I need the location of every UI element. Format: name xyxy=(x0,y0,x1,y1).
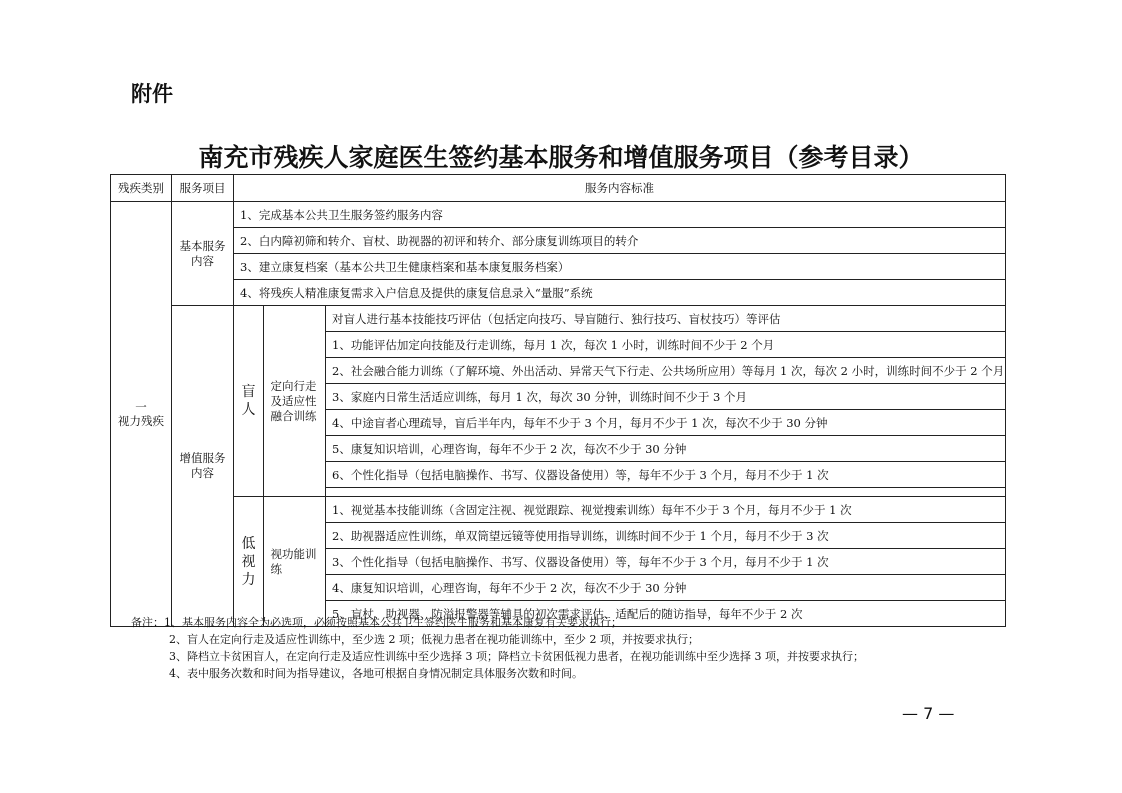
table-row xyxy=(111,497,1006,523)
header-service-standard: 服务内容标准 xyxy=(234,175,1006,202)
basic-service-cell xyxy=(172,202,234,306)
table-row xyxy=(111,280,1006,306)
basic-item: 1、完成基本公共卫生服务签约服务内容 xyxy=(234,202,1006,228)
table-row xyxy=(111,254,1006,280)
blind-group-label: 盲人 xyxy=(241,384,256,418)
blind-item: 4、中途盲者心理疏导，盲后半年内，每年不少于 3 个月，每月不少于 1 次，每次不少于 30 分钟 xyxy=(326,410,1006,436)
value-added-service-label: 增值服务内容 xyxy=(179,451,226,480)
note-line: 备注：1、基本服务内容全为必选项，必须按照基本公共卫生签约医生服务和基本康复有关要求执行； xyxy=(131,616,622,629)
disability-category: 一 视力残疾 xyxy=(118,400,164,428)
note-line: 2、盲人在定向行走及适应性训练中，至少选 2 项；低视力患者在视功能训练中，至少 2 项，并按要求执行； xyxy=(169,633,699,646)
table-row xyxy=(111,228,1006,254)
low-vision-group-label: 低视力 xyxy=(241,535,256,588)
table-row xyxy=(111,202,1006,228)
basic-item: 2、白内障初筛和转介、盲杖、助视器的初评和转介、部分康复训练项目的转介 xyxy=(234,228,1006,254)
header-service-item: 服务项目 xyxy=(172,175,234,202)
low-vision-training-label: 视功能训练 xyxy=(270,546,317,576)
note-line: 3、降档立卡贫困盲人，在定向行走及适应性训练中至少选择 3 项；降档立卡贫困低视力患者，在视功能训练中至少选择 3 项，并按要求执行； xyxy=(169,650,864,663)
basic-item: 3、建立康复档案（基本公共卫生健康档案和基本康复服务档案） xyxy=(234,254,1006,280)
note-line: 4、表中服务次数和时间为指导建议，各地可根据自身情况制定具体服务次数和时间。 xyxy=(169,667,583,680)
low-vision-group-cell xyxy=(234,497,264,627)
low-vision-item: 5、盲杖、助视器、防溢报警器等辅具的初次需求评估、适配后的随访指导，每年不少于 2 次 xyxy=(326,601,1006,627)
blind-item: 1、功能评估加定向技能及行走训练，每月 1 次，每次 1 小时，训练时间不少于 2 个月 xyxy=(326,332,1006,358)
header-category: 残疾类别 xyxy=(111,175,172,202)
low-vision-item: 3、个性化指导（包括电脑操作、书写、仪器设备使用）等，每年不少于 3 个月，每月不少于 1 次 xyxy=(326,549,1006,575)
basic-item: 4、将残疾人精准康复需求入户信息及提供的康复信息录入“量服”系统 xyxy=(234,280,1006,306)
blind-group-cell xyxy=(234,306,264,497)
low-vision-training-cell xyxy=(264,497,326,627)
disability-category-cell xyxy=(111,202,172,627)
document-title: 南充市残疾人家庭医生签约基本服务和增值服务项目（参考目录） xyxy=(198,143,924,172)
blind-item: 2、社会融合能力训练（了解环境、外出活动、异常天气下行走、公共场所应用）等每月 1 次，每次 2 小时，训练时间不少于 2 个月 xyxy=(326,358,1006,384)
blind-item: 3、家庭内日常生活适应训练，每月 1 次，每次 30 分钟，训练时间不少于 3 个月 xyxy=(326,384,1006,410)
basic-service-label: 基本服务内容 xyxy=(179,238,226,268)
low-vision-item: 4、康复知识培训，心理咨询，每年不少于 2 次，每次不少于 30 分钟 xyxy=(326,575,1006,601)
blind-item: 对盲人进行基本技能技巧评估（包括定向技巧、导盲随行、独行技巧、盲杖技巧）等评估 xyxy=(326,306,1006,332)
blind-training-cell xyxy=(264,306,326,497)
attachment-label: 附件 xyxy=(131,82,173,106)
low-vision-item: 2、助视器适应性训练，单双筒望远镜等使用指导训练，训练时间不少于 1 个月，每月不少于 3 次 xyxy=(326,523,1006,549)
page-number: — 7 — xyxy=(902,704,955,723)
table-header-row xyxy=(111,175,1006,202)
notes-block xyxy=(131,614,864,682)
blind-item: 6、个性化指导（包括电脑操作、书写、仪器设备使用）等，每年不少于 3 个月，每月不少于 1 次 xyxy=(326,462,1006,488)
low-vision-item: 1、视觉基本技能训练（含固定注视、视觉跟踪、视觉搜索训练）每年不少于 3 个月，每月不少于 1 次 xyxy=(326,497,1006,523)
service-table xyxy=(110,174,1006,627)
blind-training-label: 定向行走及适应性融合训练 xyxy=(270,378,317,423)
value-added-service-cell xyxy=(172,306,234,627)
blind-item: 5、康复知识培训，心理咨询，每年不少于 2 次，每次不少于 30 分钟 xyxy=(326,436,1006,462)
table-row xyxy=(111,306,1006,332)
blind-spacer xyxy=(326,488,1006,497)
